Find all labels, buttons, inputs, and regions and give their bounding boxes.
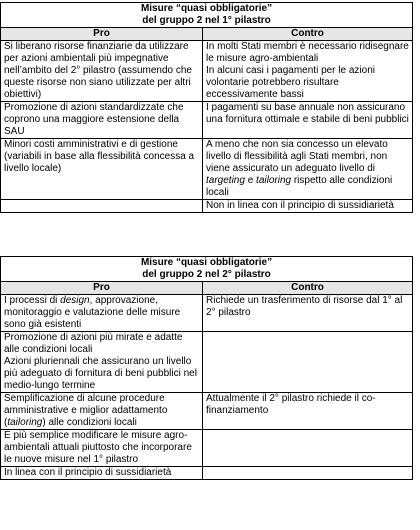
contro-text: A meno che non sia concesso un elevato livello di flessibilità agli Stati membri, non viene assicurato un adeguato livello di — [206, 139, 388, 174]
table-row — [1, 41, 413, 102]
table-row — [1, 467, 413, 480]
contro-text: e — [244, 175, 257, 186]
table-title-row — [1, 257, 413, 282]
pro-cell — [1, 393, 203, 430]
pro-cell — [1, 200, 203, 213]
contro-cell — [203, 430, 413, 467]
table-row — [1, 430, 413, 467]
contro-item: In alcuni casi i pagamenti per le azioni volontarie potrebbero risultare eccessivamente bassi — [206, 65, 375, 100]
table-title — [1, 257, 413, 282]
table-title-line1: Misure “quasi obbligatorie” — [140, 3, 273, 14]
pro-cell: Si liberano risorse finanziarie da utilizzare per azioni ambientali più impegnative nell’ambito del 2° pilastro (assumendo che queste risorse non siano utilizzate per altri obiettivi) — [1, 41, 203, 102]
contro-cell — [203, 139, 413, 200]
table-title-line1: Misure “quasi obbligatorie” — [140, 257, 273, 268]
contro-cell: Non in linea con il principio di sussidiarietà — [203, 200, 413, 213]
pro-text: , approvazione, monitoraggio e valutazione delle misure sono già esistenti — [4, 295, 181, 330]
contro-cell — [203, 41, 413, 102]
table-row — [1, 139, 413, 200]
pro-text: Semplificazione di alcune procedure amministrative e miglior adattamento ( — [4, 393, 168, 428]
pro-cell: È più semplice modificare le misure agro-ambientali attuali piuttosto che incorporare le nuove misure nel 1° pilastro — [1, 430, 203, 467]
table-second-pillar — [0, 256, 413, 480]
contro-text: rispetto alle condizioni locali — [206, 175, 393, 198]
table-header-row — [1, 282, 413, 295]
contro-header: Contro — [203, 28, 413, 41]
pro-text: ) alle condizioni locali — [42, 417, 137, 428]
contro-item: In molti Stati membri è necessario ridisegnare le misure agro-ambientali — [206, 41, 409, 64]
table-header-row — [1, 28, 413, 41]
contro-header: Contro — [203, 282, 413, 295]
pro-item: Azioni pluriennali che assicurano un livello più adeguato di fornitura di beni pubblici nel medio-lungo termine — [4, 356, 197, 391]
pro-item: Promozione di azioni più mirate e adatte alle condizioni locali — [4, 332, 183, 355]
pro-cell: In linea con il principio di sussidiarietà — [1, 467, 203, 480]
pro-header: Pro — [1, 28, 203, 41]
contro-cell: Attualmente il 2° pilastro richiede il co-finanziamento — [203, 393, 413, 430]
contro-emphasis: tailoring — [256, 175, 292, 186]
pro-cell — [1, 332, 203, 393]
pro-emphasis: design — [60, 295, 90, 306]
table-title-line2: del gruppo 2 nel 1° pilastro — [142, 15, 271, 26]
table-row — [1, 200, 413, 213]
table-title — [1, 3, 413, 28]
table-row — [1, 102, 413, 139]
contro-cell — [203, 332, 413, 393]
contro-cell — [203, 467, 413, 480]
pro-cell: Promozione di azioni standardizzate che coprono una maggiore estensione della SAU — [1, 102, 203, 139]
table-title-row — [1, 3, 413, 28]
pro-text: I processi di — [4, 295, 61, 306]
table-row — [1, 332, 413, 393]
pro-header: Pro — [1, 282, 203, 295]
table-first-pillar — [0, 2, 413, 213]
contro-emphasis: targeting — [206, 175, 245, 186]
contro-cell: Richiede un trasferimento di risorse dal 1° al 2° pilastro — [203, 295, 413, 332]
pro-emphasis: tailoring — [7, 417, 43, 428]
pro-cell: Minori costi amministrativi e di gestione (variabili in base alla flessibilità concessa a livello locale) — [1, 139, 203, 200]
pro-cell — [1, 295, 203, 332]
table-title-line2: del gruppo 2 nel 2° pilastro — [142, 269, 271, 280]
table-row — [1, 393, 413, 430]
contro-cell: I pagamenti su base annuale non assicurano una fornitura ottimale e stabile di beni pubblici — [203, 102, 413, 139]
table-row — [1, 295, 413, 332]
